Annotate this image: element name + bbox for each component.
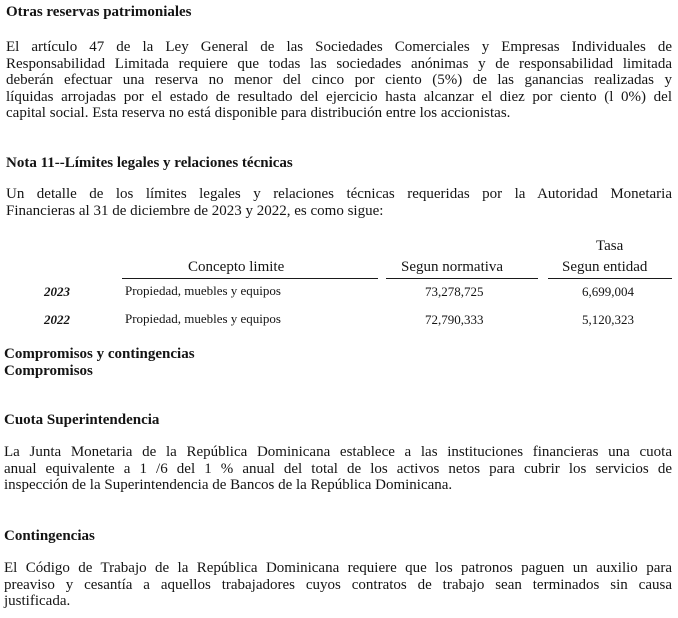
header-rule-entidad: [548, 278, 672, 279]
column-header-segun-entidad: Segun entidad: [562, 259, 648, 275]
row-year-2022: 2022: [44, 312, 70, 327]
column-header-segun-normativa: Segun normativa: [401, 259, 504, 275]
column-header-concepto: Concepto limite: [188, 259, 285, 275]
section-title-otras-reservas: Otras reservas patrimoniales: [6, 4, 192, 20]
text-line: capital social. Esta reserva no está disponible para distribución entre los accionistas.: [6, 105, 511, 121]
text-line: deberán efectuar una reserva no menor del cinco por ciento (5%) de las ganancias realizadas y: [6, 72, 672, 88]
text-line: La Junta Monetaria de la República Dominicana establece a las instituciones financieras una cuota: [4, 444, 672, 460]
text-line: líquidas arrojadas por el estado de resultado del ejercicio hasta alcanzar el diez por ciento (l 0%) del: [6, 88, 672, 105]
text-line: El artículo 47 de la Ley General de las Sociedades Comerciales y Empresas Individuales de: [6, 39, 672, 55]
text-line: anual equivalente a 1 /6 del 1 % anual del total de los activos netos para cubrir los servicios de: [4, 460, 672, 477]
row-concept: Propiedad, muebles y equipos: [125, 283, 281, 298]
paragraph-contingencias: [4, 560, 672, 610]
text-line: justificada.: [4, 593, 71, 609]
text-line: Un detalle de los límites legales y relaciones técnicas requeridas por la Autoridad Monetaria: [6, 186, 672, 202]
text-line: Financieras al 31 de diciembre de 2023 y 2022, es como sigue:: [6, 202, 384, 219]
text-line: inspección de la Superintendencia de Bancos de la República Dominicana.: [4, 477, 453, 493]
row-concept: Propiedad, muebles y equipos: [125, 311, 281, 326]
row-value-normativa: 72,790,333: [425, 312, 484, 327]
paragraph-otras-reservas: [6, 39, 672, 122]
row-value-entidad: 6,699,004: [582, 284, 634, 299]
section-title-compromisos-contingencias: Compromisos y contingencias: [4, 346, 195, 362]
text-line: preaviso y cesantía a aquellos trabajadores cuyos contratos de trabajo sean terminados sin causa: [4, 576, 672, 593]
text-line: El Código de Trabajo de la República Dominicana requiere que los patronos paguen un auxilio para: [4, 560, 672, 576]
section-title-compromisos: Compromisos: [4, 363, 93, 379]
section-title-cuota-superintendencia: Cuota Superintendencia: [4, 412, 160, 428]
section-title-nota-11: Nota 11--Límites legales y relaciones técnicas: [6, 155, 293, 171]
header-rule-normativa: [386, 278, 538, 279]
section-title-contingencias: Contingencias: [4, 528, 95, 544]
paragraph-cuota: [4, 444, 672, 494]
row-year-2023: 2023: [44, 284, 70, 299]
row-value-normativa: 73,278,725: [425, 284, 484, 299]
header-rule-concepto: [122, 278, 378, 279]
text-line: Responsabilidad Limitada requiere que todas las sociedades anónimas y de responsabilidad limitada: [6, 55, 672, 72]
column-header-tasa: Tasa: [596, 238, 624, 254]
paragraph-nota-11: [6, 186, 672, 219]
row-value-entidad: 5,120,323: [582, 312, 634, 327]
